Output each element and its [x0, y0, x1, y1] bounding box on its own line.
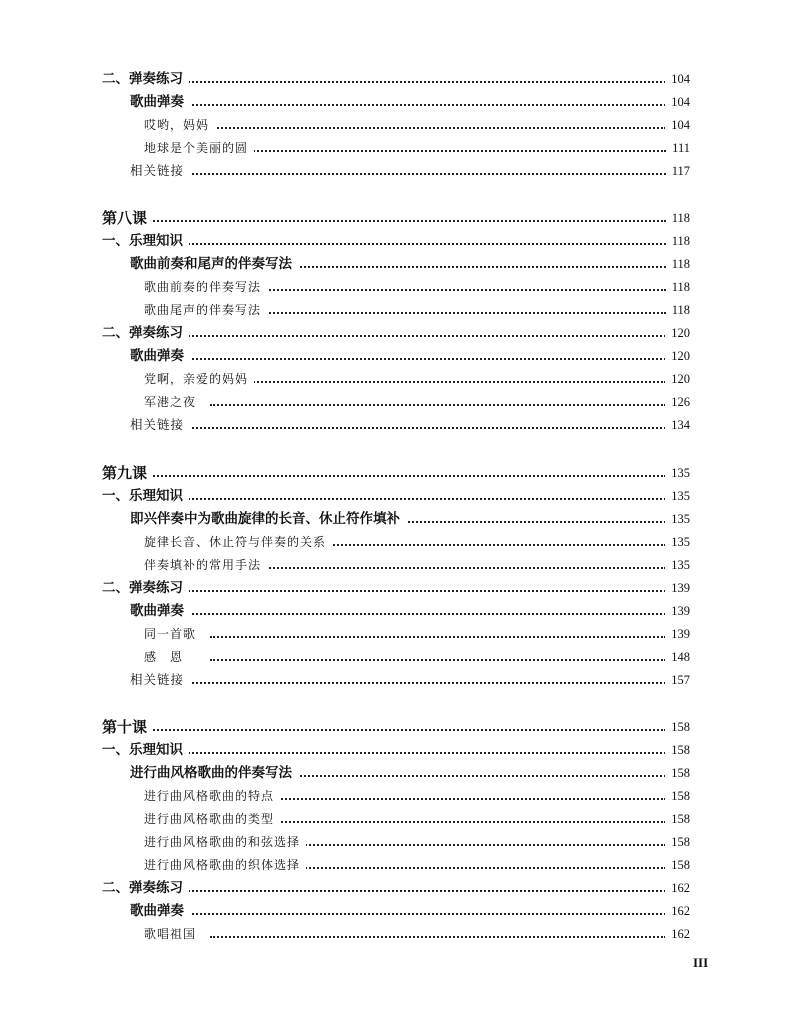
toc-entry [0, 391, 790, 413]
toc-entry [0, 299, 790, 321]
toc-entry-title: 第八课 [102, 207, 153, 229]
leader-dots [210, 127, 666, 129]
leader-dots [185, 104, 666, 106]
toc-entry-page: 134 [665, 414, 690, 436]
toc-entry [0, 762, 790, 784]
toc-entry-title: 歌曲弹奏 [130, 345, 190, 367]
toc-entry [0, 877, 790, 899]
leader-dots [185, 358, 666, 360]
toc-entry [0, 808, 790, 830]
leader-dots [185, 590, 666, 592]
toc-entry-page: 148 [665, 646, 690, 668]
leader-dots [210, 636, 666, 638]
leader-dots [210, 567, 666, 569]
toc-entry-title: 地球是个美丽的圆 [144, 137, 254, 159]
toc-entry [0, 739, 790, 761]
toc-entry-page: 120 [665, 322, 690, 344]
toc-entry-title: 二、弹奏练习 [102, 577, 189, 599]
toc-entry-title: 进行曲风格歌曲的伴奏写法 [130, 762, 298, 784]
toc-entry-title: 二、弹奏练习 [102, 68, 189, 90]
toc-entry-page: 118 [666, 253, 690, 275]
leader-dots [150, 729, 666, 731]
toc-entry-title: 哎哟，妈妈 [144, 114, 215, 136]
toc-entry [0, 785, 790, 807]
toc-entry-page: 104 [665, 114, 690, 136]
toc-entry [0, 160, 790, 182]
toc-entry [0, 462, 790, 484]
toc-entry-title: 二、弹奏练习 [102, 877, 189, 899]
toc-entry-title: 二、弹奏练习 [102, 322, 189, 344]
toc-entry-title: 第九课 [102, 462, 153, 484]
toc-entry [0, 137, 790, 159]
leader-dots [150, 475, 666, 477]
toc-entry-title: 进行曲风格歌曲的织体选择 [144, 854, 306, 876]
toc-entry-title: 第十课 [102, 716, 153, 738]
leader-dots [210, 936, 666, 938]
toc-entry-page: 120 [665, 345, 690, 367]
toc-entry-title: 一、乐理知识 [102, 739, 189, 761]
toc-entry-page: 157 [665, 669, 690, 691]
toc-entry [0, 577, 790, 599]
toc-entry [0, 900, 790, 922]
toc-entry-page: 158 [665, 762, 690, 784]
toc-entry-title: 歌曲尾声的伴奏写法 [144, 299, 267, 321]
toc-entry [0, 531, 790, 553]
toc-entry-title: 歌曲弹奏 [130, 600, 190, 622]
toc-entry-title: 歌曲前奏和尾声的伴奏写法 [130, 253, 298, 275]
toc-entry-page: 135 [665, 462, 690, 484]
leader-dots [210, 404, 666, 406]
toc-entry-page: 111 [666, 137, 690, 159]
toc-entry-page: 135 [665, 485, 690, 507]
toc-entry-title: 党啊，亲爱的妈妈 [144, 368, 254, 390]
toc-entry-page: 162 [665, 877, 690, 899]
toc-entry-page: 126 [665, 391, 690, 413]
toc-entry-title: 相关链接 [130, 669, 190, 691]
leader-dots [185, 752, 666, 754]
toc-entry [0, 485, 790, 507]
toc-entry-title: 一、乐理知识 [102, 230, 189, 252]
toc-entry [0, 600, 790, 622]
toc-entry [0, 923, 790, 945]
toc-entry-page: 139 [665, 623, 690, 645]
leader-dots [210, 150, 666, 152]
toc-entry [0, 230, 790, 252]
toc-entry-page: 158 [665, 716, 690, 738]
toc-entry-page: 118 [666, 230, 690, 252]
toc-entry-title: 歌唱祖国 [144, 923, 202, 945]
toc-entry-page: 120 [665, 368, 690, 390]
leader-dots [185, 335, 666, 337]
leader-dots [185, 498, 666, 500]
leader-dots [185, 890, 666, 892]
leader-dots [185, 913, 666, 915]
toc-entry [0, 68, 790, 90]
toc-entry-title: 进行曲风格歌曲的和弦选择 [144, 831, 306, 853]
toc-entry-title: 歌曲前奏的伴奏写法 [144, 276, 267, 298]
toc-entry-page: 139 [665, 600, 690, 622]
toc-entry-title: 同一首歌 [144, 623, 202, 645]
toc-entry [0, 414, 790, 436]
leader-dots [210, 289, 666, 291]
toc-entry-title: 感 恩 [144, 646, 189, 668]
toc-entry-page: 118 [666, 207, 690, 229]
toc-entry [0, 276, 790, 298]
toc-entry [0, 91, 790, 113]
leader-dots [210, 659, 666, 661]
leader-dots [210, 381, 666, 383]
toc-entry-page: 158 [665, 808, 690, 830]
toc-entry [0, 345, 790, 367]
toc-entry-title: 一、乐理知识 [102, 485, 189, 507]
leader-dots [185, 613, 666, 615]
toc-entry-title: 军港之夜 [144, 391, 202, 413]
toc-entry-title: 进行曲风格歌曲的特点 [144, 785, 280, 807]
toc-entry [0, 716, 790, 738]
toc-entry [0, 554, 790, 576]
toc-entry-page: 139 [665, 577, 690, 599]
toc-entry-title: 即兴伴奏中为歌曲旋律的长音、休止符作填补 [130, 508, 406, 530]
toc-entry [0, 368, 790, 390]
toc-entry-page: 158 [665, 854, 690, 876]
toc-entry-page: 135 [665, 554, 690, 576]
toc-entry [0, 207, 790, 229]
toc-entry-title: 旋律长音、休止符与伴奏的关系 [144, 531, 332, 553]
toc-entry-page: 158 [665, 831, 690, 853]
leader-dots [150, 220, 666, 222]
leader-dots [185, 682, 666, 684]
toc-entry-title: 伴奏填补的常用手法 [144, 554, 267, 576]
toc-entry-title: 进行曲风格歌曲的类型 [144, 808, 280, 830]
leader-dots [185, 173, 666, 175]
toc-entry-title: 歌曲弹奏 [130, 900, 190, 922]
toc-entry [0, 253, 790, 275]
toc-entry-title: 相关链接 [130, 160, 190, 182]
page-number: III [693, 955, 709, 970]
toc-entry-title: 相关链接 [130, 414, 190, 436]
toc-entry [0, 646, 790, 668]
toc-entry-page: 118 [666, 299, 690, 321]
toc-entry-page: 117 [666, 160, 690, 182]
toc-entry-page: 135 [665, 508, 690, 530]
toc-entry-page: 162 [665, 900, 690, 922]
toc-entry [0, 322, 790, 344]
toc-entry-page: 158 [665, 785, 690, 807]
toc-entry [0, 508, 790, 530]
toc-entry-title: 歌曲弹奏 [130, 91, 190, 113]
leader-dots [210, 312, 666, 314]
toc-entry-page: 104 [665, 91, 690, 113]
toc-entry [0, 854, 790, 876]
toc-entry [0, 623, 790, 645]
toc-entry-page: 118 [666, 276, 690, 298]
leader-dots [185, 81, 666, 83]
toc-entry [0, 831, 790, 853]
toc-entry-page: 162 [665, 923, 690, 945]
toc-entry [0, 669, 790, 691]
toc-entry-page: 158 [665, 739, 690, 761]
leader-dots [185, 243, 666, 245]
toc-entry [0, 114, 790, 136]
leader-dots [185, 427, 666, 429]
toc-entry-page: 104 [665, 68, 690, 90]
toc-entry-page: 135 [665, 531, 690, 553]
